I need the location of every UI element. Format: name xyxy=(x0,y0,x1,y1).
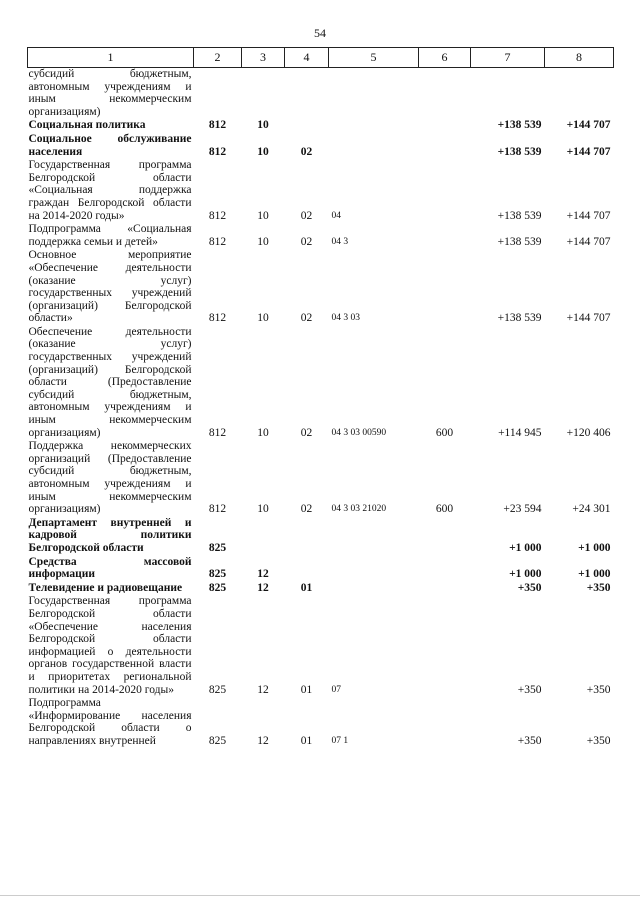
row-subsection-code: 02 xyxy=(300,503,313,516)
row-expense-type xyxy=(419,249,471,326)
row-subsection-code xyxy=(285,68,329,120)
table-row xyxy=(28,119,614,133)
header-col-4: 4 xyxy=(285,48,329,68)
row-subsection-code: 02 xyxy=(300,145,313,158)
table-row xyxy=(28,249,614,326)
row-expense-type xyxy=(419,556,471,582)
row-target-code xyxy=(329,133,419,159)
table-row xyxy=(28,326,614,440)
row-amount-1: +1 000 xyxy=(509,568,542,581)
header-col-1: 1 xyxy=(28,48,194,68)
table-row xyxy=(28,697,614,748)
row-ved-code: 825 xyxy=(208,541,227,554)
row-amount-2 xyxy=(545,68,614,120)
row-name: Поддержка некоммерческих организаций (Предоставление субсидий бюджетным, автономным учреждениям и иным некоммерческим организациям) xyxy=(28,440,192,516)
row-amount-2: +120 406 xyxy=(566,426,611,439)
row-name: Основное мероприятие «Обеспечение деятельности (оказание услуг) государственных учреждений (организаций) Белгородской области» xyxy=(28,249,192,325)
row-amount-2: +144 707 xyxy=(566,145,611,158)
row-target-code: 04 3 03 00590 xyxy=(331,427,387,438)
row-target-code: 04 3 03 21020 xyxy=(331,504,387,515)
row-target-code xyxy=(329,68,419,120)
row-ved-code: 812 xyxy=(208,235,227,248)
row-amount-2: +24 301 xyxy=(572,503,611,516)
row-ved-code: 825 xyxy=(208,734,227,747)
row-name: Департамент внутренней и кадровой политики Белгородской области xyxy=(28,516,192,554)
row-name: субсидий бюджетным, автономным учреждениям и иным некоммерческим организациям) xyxy=(28,68,192,118)
row-target-code: 07 xyxy=(331,684,341,695)
header-col-5: 5 xyxy=(329,48,419,68)
row-name: Государственная программа Белгородской области «Обеспечение населения Белгородской области информацией о деятельности органов государственной власти и приоритетах региональной политики на 2014-2020 годы» xyxy=(28,595,192,696)
row-target-code xyxy=(329,556,419,582)
budget-table xyxy=(27,47,614,748)
row-amount-2: +1 000 xyxy=(578,541,611,554)
table-row xyxy=(28,517,614,556)
row-subsection-code xyxy=(285,517,329,556)
row-ved-code: 812 xyxy=(208,312,227,325)
row-expense-type xyxy=(419,595,471,697)
page-bottom-edge xyxy=(0,895,640,896)
header-col-7: 7 xyxy=(471,48,545,68)
row-section-code: 10 xyxy=(257,503,269,516)
row-expense-type xyxy=(419,159,471,223)
row-amount-2: +144 707 xyxy=(566,235,611,248)
row-amount-2: +144 707 xyxy=(566,312,611,325)
table-row xyxy=(28,595,614,697)
row-name: Подпрограмма «Социальная поддержка семьи и детей» xyxy=(28,223,192,248)
row-amount-1: +138 539 xyxy=(497,235,542,248)
row-amount-2: +1 000 xyxy=(578,568,611,581)
row-section-code: 12 xyxy=(257,568,269,581)
row-section-code: 10 xyxy=(257,312,269,325)
table-row xyxy=(28,133,614,159)
row-amount-1: +350 xyxy=(517,581,542,594)
row-subsection-code xyxy=(285,556,329,582)
page-number: 54 xyxy=(314,26,326,40)
header-col-8: 8 xyxy=(545,48,614,68)
row-ved-code: 812 xyxy=(208,426,227,439)
row-name: Социальное обслуживание населения xyxy=(28,132,192,158)
header-col-3: 3 xyxy=(242,48,285,68)
row-subsection-code: 01 xyxy=(300,734,313,747)
header-col-6: 6 xyxy=(419,48,471,68)
row-amount-2: +350 xyxy=(586,683,611,696)
row-name: Социальная политика xyxy=(28,119,146,132)
row-section-code: 10 xyxy=(257,426,269,439)
row-subsection-code: 02 xyxy=(300,426,313,439)
row-amount-1: +350 xyxy=(517,683,542,696)
row-target-code xyxy=(329,517,419,556)
table-row xyxy=(28,556,614,582)
row-expense-type xyxy=(419,697,471,748)
row-section-code: 10 xyxy=(257,235,269,248)
row-expense-type xyxy=(419,119,471,133)
row-amount-1: +350 xyxy=(517,734,542,747)
header-col-2: 2 xyxy=(194,48,242,68)
row-expense-type xyxy=(419,582,471,596)
table-row xyxy=(28,440,614,517)
row-amount-2: +350 xyxy=(586,734,611,747)
row-subsection-code: 01 xyxy=(300,683,313,696)
row-section-code: 12 xyxy=(257,581,269,594)
row-target-code: 07 1 xyxy=(331,735,349,746)
row-ved-code: 825 xyxy=(208,683,227,696)
row-amount-1: +23 594 xyxy=(503,503,542,516)
row-section-code xyxy=(242,68,285,120)
table-row xyxy=(28,159,614,223)
row-ved-code: 812 xyxy=(208,119,227,132)
row-ved-code: 825 xyxy=(208,568,227,581)
row-expense-type xyxy=(419,223,471,249)
table-row xyxy=(28,582,614,596)
row-expense-type xyxy=(419,133,471,159)
table-body xyxy=(28,68,614,749)
row-amount-2: +350 xyxy=(586,581,611,594)
row-amount-2: +144 707 xyxy=(566,119,611,132)
row-amount-1: +138 539 xyxy=(497,312,542,325)
row-section-code: 10 xyxy=(257,119,269,132)
row-amount-1 xyxy=(471,68,545,120)
row-name: Подпрограмма «Информирование населения Белгородской области о направлениях внутренней xyxy=(28,697,192,747)
row-expense-type xyxy=(419,68,471,120)
row-section-code xyxy=(242,517,285,556)
row-amount-1: +138 539 xyxy=(497,119,542,132)
row-subsection-code: 02 xyxy=(300,235,313,248)
row-subsection-code xyxy=(285,119,329,133)
row-subsection-code: 02 xyxy=(300,312,313,325)
table-row xyxy=(28,223,614,249)
row-name: Обеспечение деятельности (оказание услуг) государственных учреждений (организаций) Белгородской области (Предоставление субсидий бюджетным, автономным учреждениям и иным некоммерческим организациям) xyxy=(28,325,192,439)
table-row xyxy=(28,68,614,120)
row-subsection-code: 01 xyxy=(300,581,313,594)
row-amount-1: +114 945 xyxy=(498,426,542,439)
row-section-code: 10 xyxy=(257,145,269,158)
row-amount-1: +138 539 xyxy=(497,209,542,222)
row-ved-code: 812 xyxy=(208,209,227,222)
row-name: Государственная программа Белгородской области «Социальная поддержка граждан Белгородской области на 2014-2020 годы» xyxy=(28,159,192,222)
row-ved-code: 825 xyxy=(208,581,227,594)
row-ved-code xyxy=(194,68,242,120)
row-target-code: 04 3 03 xyxy=(331,313,360,324)
row-expense-type: 600 xyxy=(435,426,454,439)
row-target-code xyxy=(329,119,419,133)
header-row xyxy=(28,48,614,68)
row-target-code: 04 xyxy=(331,210,341,221)
row-subsection-code: 02 xyxy=(300,209,313,222)
row-expense-type xyxy=(419,517,471,556)
row-target-code: 04 3 xyxy=(331,236,349,247)
row-target-code xyxy=(329,582,419,596)
row-section-code: 10 xyxy=(257,209,269,222)
row-ved-code: 812 xyxy=(208,503,227,516)
row-amount-1: +1 000 xyxy=(509,541,542,554)
row-amount-2: +144 707 xyxy=(566,209,611,222)
row-name: Средства массовой информации xyxy=(28,555,192,581)
row-section-code: 12 xyxy=(257,734,269,747)
row-section-code: 12 xyxy=(257,683,269,696)
row-name: Телевидение и радиовещание xyxy=(28,581,183,594)
row-ved-code: 812 xyxy=(208,145,227,158)
row-expense-type: 600 xyxy=(435,503,454,516)
row-amount-1: +138 539 xyxy=(497,145,542,158)
